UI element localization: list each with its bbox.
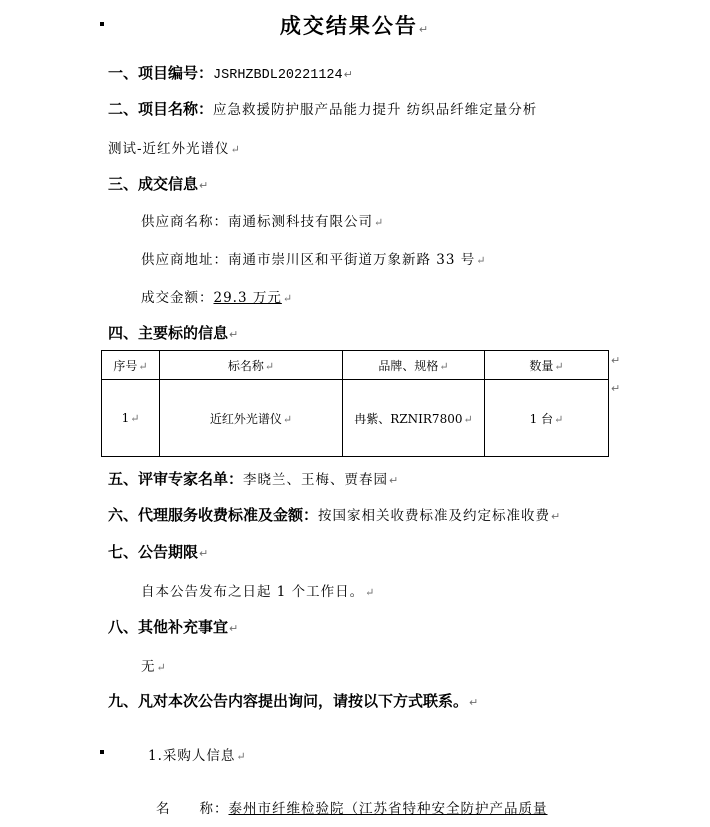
table-row	[102, 380, 609, 457]
subject-table	[101, 350, 609, 457]
other-matters-heading: 八、其他补充事宜↵	[108, 618, 239, 636]
row-end-mark: ↵	[611, 354, 621, 367]
agency-fee-line: 六、代理服务收费标准及金额：按国家相关收费标准及约定标准收费↵	[108, 506, 561, 524]
project-name-continued: 测试-近红外光谱仪↵	[108, 141, 241, 157]
purchaser-name-value: 泰州市纤维检验院（江苏省特种安全防护产品质量	[228, 801, 548, 817]
purchaser-info-heading: 1.采购人信息↵	[148, 748, 247, 764]
agency-fee-label: 六、代理服务收费标准及金额：	[108, 506, 319, 524]
notice-period-body: 自本公告发布之日起 1 个工作日。↵	[141, 584, 376, 600]
project-number-value: JSRHZBDL20221124	[213, 68, 343, 83]
table-header-cell: 数量↵	[485, 351, 609, 380]
paragraph-mark: ↵	[418, 23, 431, 36]
supplier-name-value: 南通标测科技有限公司	[228, 214, 373, 230]
table-cell: 1↵	[102, 380, 160, 457]
project-name-line	[108, 98, 537, 119]
supplier-address-value: 南通市崇川区和平街道万象新路 33 号	[228, 252, 476, 268]
table-header-cell: 品牌、规格↵	[343, 351, 485, 380]
supplier-name-line: 供应商名称：南通标测科技有限公司↵	[141, 214, 385, 230]
supplier-address-label: 供应商地址：	[141, 252, 228, 268]
purchaser-name-label: 名 称：	[156, 801, 229, 817]
expert-list-label: 五、评审专家名单：	[108, 470, 244, 488]
deal-amount-line: 成交金额：29.3 万元↵	[141, 290, 294, 306]
table-cell: 冉紫、RZNIR7800↵	[343, 380, 485, 457]
deal-info-heading: 三、成交信息↵	[108, 175, 209, 193]
purchaser-name-line	[156, 797, 548, 817]
deal-amount-value: 29.3 万元	[213, 290, 282, 306]
bullet-marker-bottom	[100, 750, 104, 754]
notice-period-heading: 七、公告期限↵	[108, 543, 209, 561]
other-matters-body: 无↵	[141, 659, 167, 675]
project-number-line: 一、项目编号：JSRHZBDL20221124↵	[108, 64, 353, 83]
contact-heading: 九、凡对本次公告内容提出询问，请按以下方式联系。↵	[108, 692, 479, 710]
agency-fee-value: 按国家相关收费标准及约定标准收费	[318, 508, 551, 524]
supplier-name-label: 供应商名称：	[141, 214, 228, 230]
table-header-cell: 标名称↵	[160, 351, 343, 380]
main-subject-heading: 四、主要标的信息↵	[108, 324, 239, 342]
row-end-mark: ↵	[611, 382, 621, 395]
supplier-address-line: 供应商地址：南通市崇川区和平街道万象新路 33 号↵	[141, 252, 487, 268]
table-cell: 1 台↵	[485, 380, 609, 457]
deal-amount-label: 成交金额：	[141, 290, 214, 306]
project-number-label: 一、项目编号：	[108, 64, 214, 82]
table-header-row	[102, 351, 609, 380]
document-title: 成交结果公告↵	[279, 14, 431, 38]
table-cell: 近红外光谱仪↵	[160, 380, 343, 457]
expert-list-line: 五、评审专家名单：李晓兰、王梅、贾春园↵	[108, 470, 399, 488]
expert-list-value: 李晓兰、王梅、贾春园	[243, 472, 389, 488]
project-name-label: 二、项目名称：	[108, 100, 214, 118]
table-header-cell: 序号↵	[102, 351, 160, 380]
project-name-value: 应急救援防护服产品能力提升 纺织品纤维定量分析	[213, 102, 538, 118]
